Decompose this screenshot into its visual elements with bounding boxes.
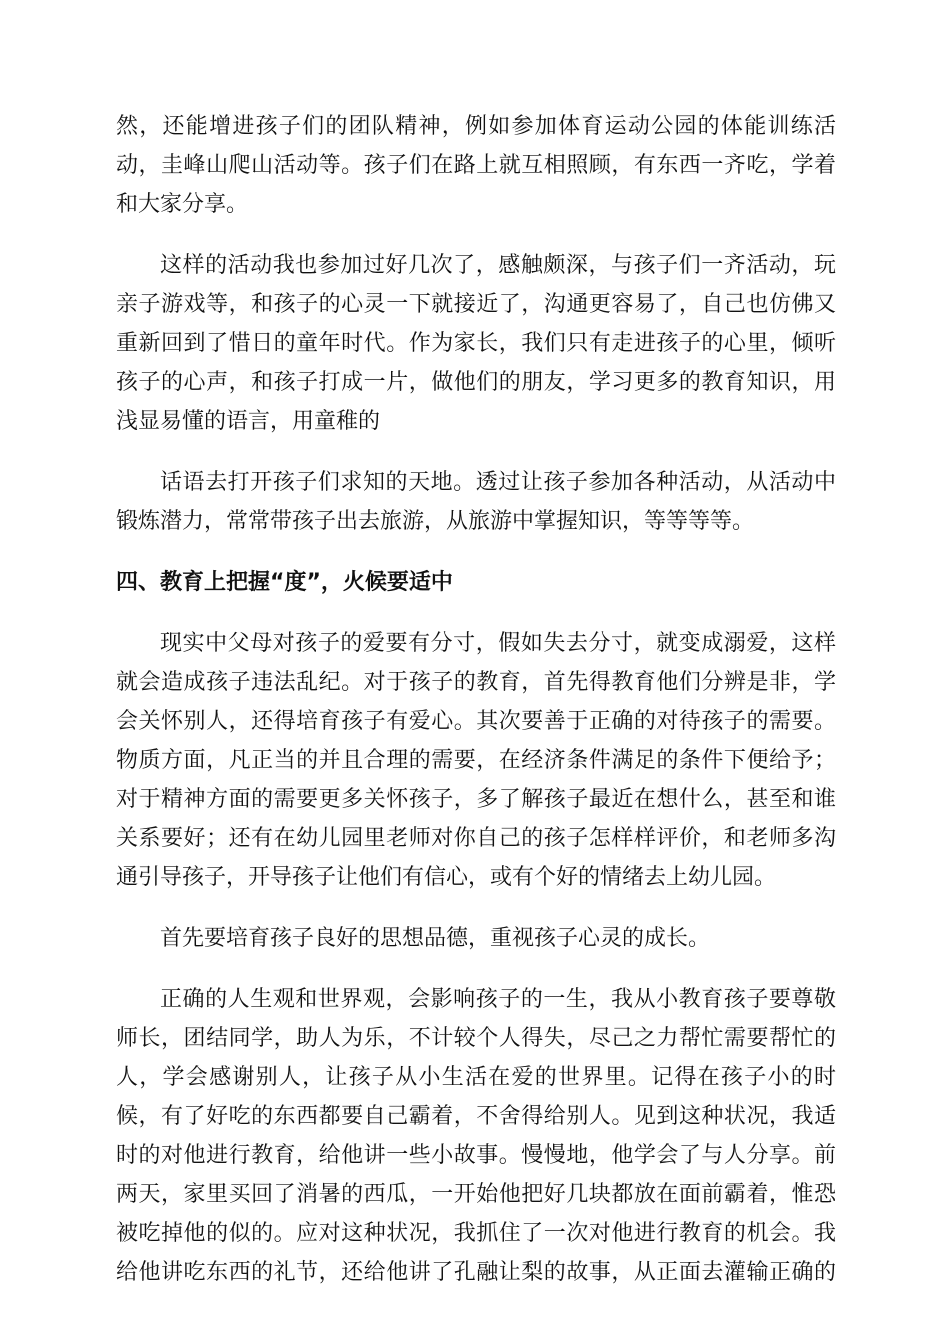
text-line: 孩子的心声，和孩子打成一片，做他们的朋友，学习更多的教育知识，用 bbox=[116, 370, 836, 395]
text-line: 被吃掉他的似的。应对这种状况，我抓住了一次对他进行教育的机会。我 bbox=[116, 1221, 836, 1246]
document-page bbox=[116, 107, 836, 1314]
paragraph-5 bbox=[116, 919, 836, 958]
paragraph-3 bbox=[116, 463, 836, 541]
text-line: 就会造成孩子违法乱纪。对于孩子的教育，首先得教育他们分辨是非，学 bbox=[116, 670, 836, 695]
text-line: 正确的人生观和世界观，会影响孩子的一生，我从小教育孩子要尊敬 bbox=[160, 987, 836, 1012]
text-line: 师长，团结同学，助人为乐，不计较个人得失，尽己之力帮忙需要帮忙的 bbox=[116, 1026, 836, 1051]
text-line: 重新回到了惜日的童年时代。作为家长，我们只有走进孩子的心里，倾听 bbox=[116, 331, 836, 356]
text-line: 锻炼潜力，常常带孩子出去旅游，从旅游中掌握知识，等等等等。 bbox=[116, 509, 755, 534]
text-line: 人，学会感谢别人，让孩子从小生活在爱的世界里。记得在孩子小的时 bbox=[116, 1065, 836, 1090]
text-line: 会关怀别人，还得培育孩子有爱心。其次要善于正确的对待孩子的需要。 bbox=[116, 709, 836, 734]
text-line: 通引导孩子，开导孩子让他们有信心，或有个好的情绪去上幼儿园。 bbox=[116, 865, 777, 890]
text-line: 给他讲吃东西的礼节，还给他讲了孔融让梨的故事，从正面去灌输正确的 bbox=[116, 1260, 836, 1285]
text-line: 两天，家里买回了消暑的西瓜，一开始他把好几块都放在面前霸着，惟恐 bbox=[116, 1182, 836, 1207]
text-line: 候，有了好吃的东西都要自己霸着，不舍得给别人。见到这种状况，我适 bbox=[116, 1104, 836, 1129]
text-line: 对于精神方面的需要更多关怀孩子，多了解孩子最近在想什么，甚至和谁 bbox=[116, 787, 836, 812]
text-line: 亲子游戏等，和孩子的心灵一下就接近了，沟通更容易了，自己也仿佛又 bbox=[116, 292, 836, 317]
text-line: 首先要培育孩子良好的思想品德，重视孩子心灵的成长。 bbox=[160, 926, 711, 951]
paragraph-1 bbox=[116, 107, 836, 224]
section-heading: 四、教育上把握“度”，火候要适中 bbox=[116, 570, 453, 595]
paragraph-4 bbox=[116, 624, 836, 897]
text-line: 和大家分享。 bbox=[116, 192, 249, 217]
paragraph-2 bbox=[116, 246, 836, 441]
text-line: 物质方面，凡正当的并且合理的需要，在经济条件满足的条件下便给予； bbox=[116, 748, 836, 773]
text-line: 现实中父母对孩子的爱要有分寸，假如失去分寸，就变成溺爱，这样 bbox=[160, 631, 836, 656]
text-line: 话语去打开孩子们求知的天地。透过让孩子参加各种活动，从活动中 bbox=[160, 470, 836, 495]
text-line: 浅显易懂的语言，用童稚的 bbox=[116, 409, 381, 434]
text-line: 时的对他进行教育，给他讲一些小故事。慢慢地，他学会了与人分享。前 bbox=[116, 1143, 836, 1168]
text-line: 关系要好；还有在幼儿园里老师对你自己的孩子怎样样评价，和老师多沟 bbox=[116, 826, 836, 851]
text-line: 这样的活动我也参加过好几次了，感触颇深，与孩子们一齐活动，玩 bbox=[160, 253, 836, 278]
text-line: 动，圭峰山爬山活动等。孩子们在路上就互相照顾，有东西一齐吃，学着 bbox=[116, 153, 836, 178]
paragraph-6 bbox=[116, 980, 836, 1292]
text-line: 然，还能增进孩子们的团队精神，例如参加体育运动公园的体能训练活 bbox=[116, 114, 836, 139]
